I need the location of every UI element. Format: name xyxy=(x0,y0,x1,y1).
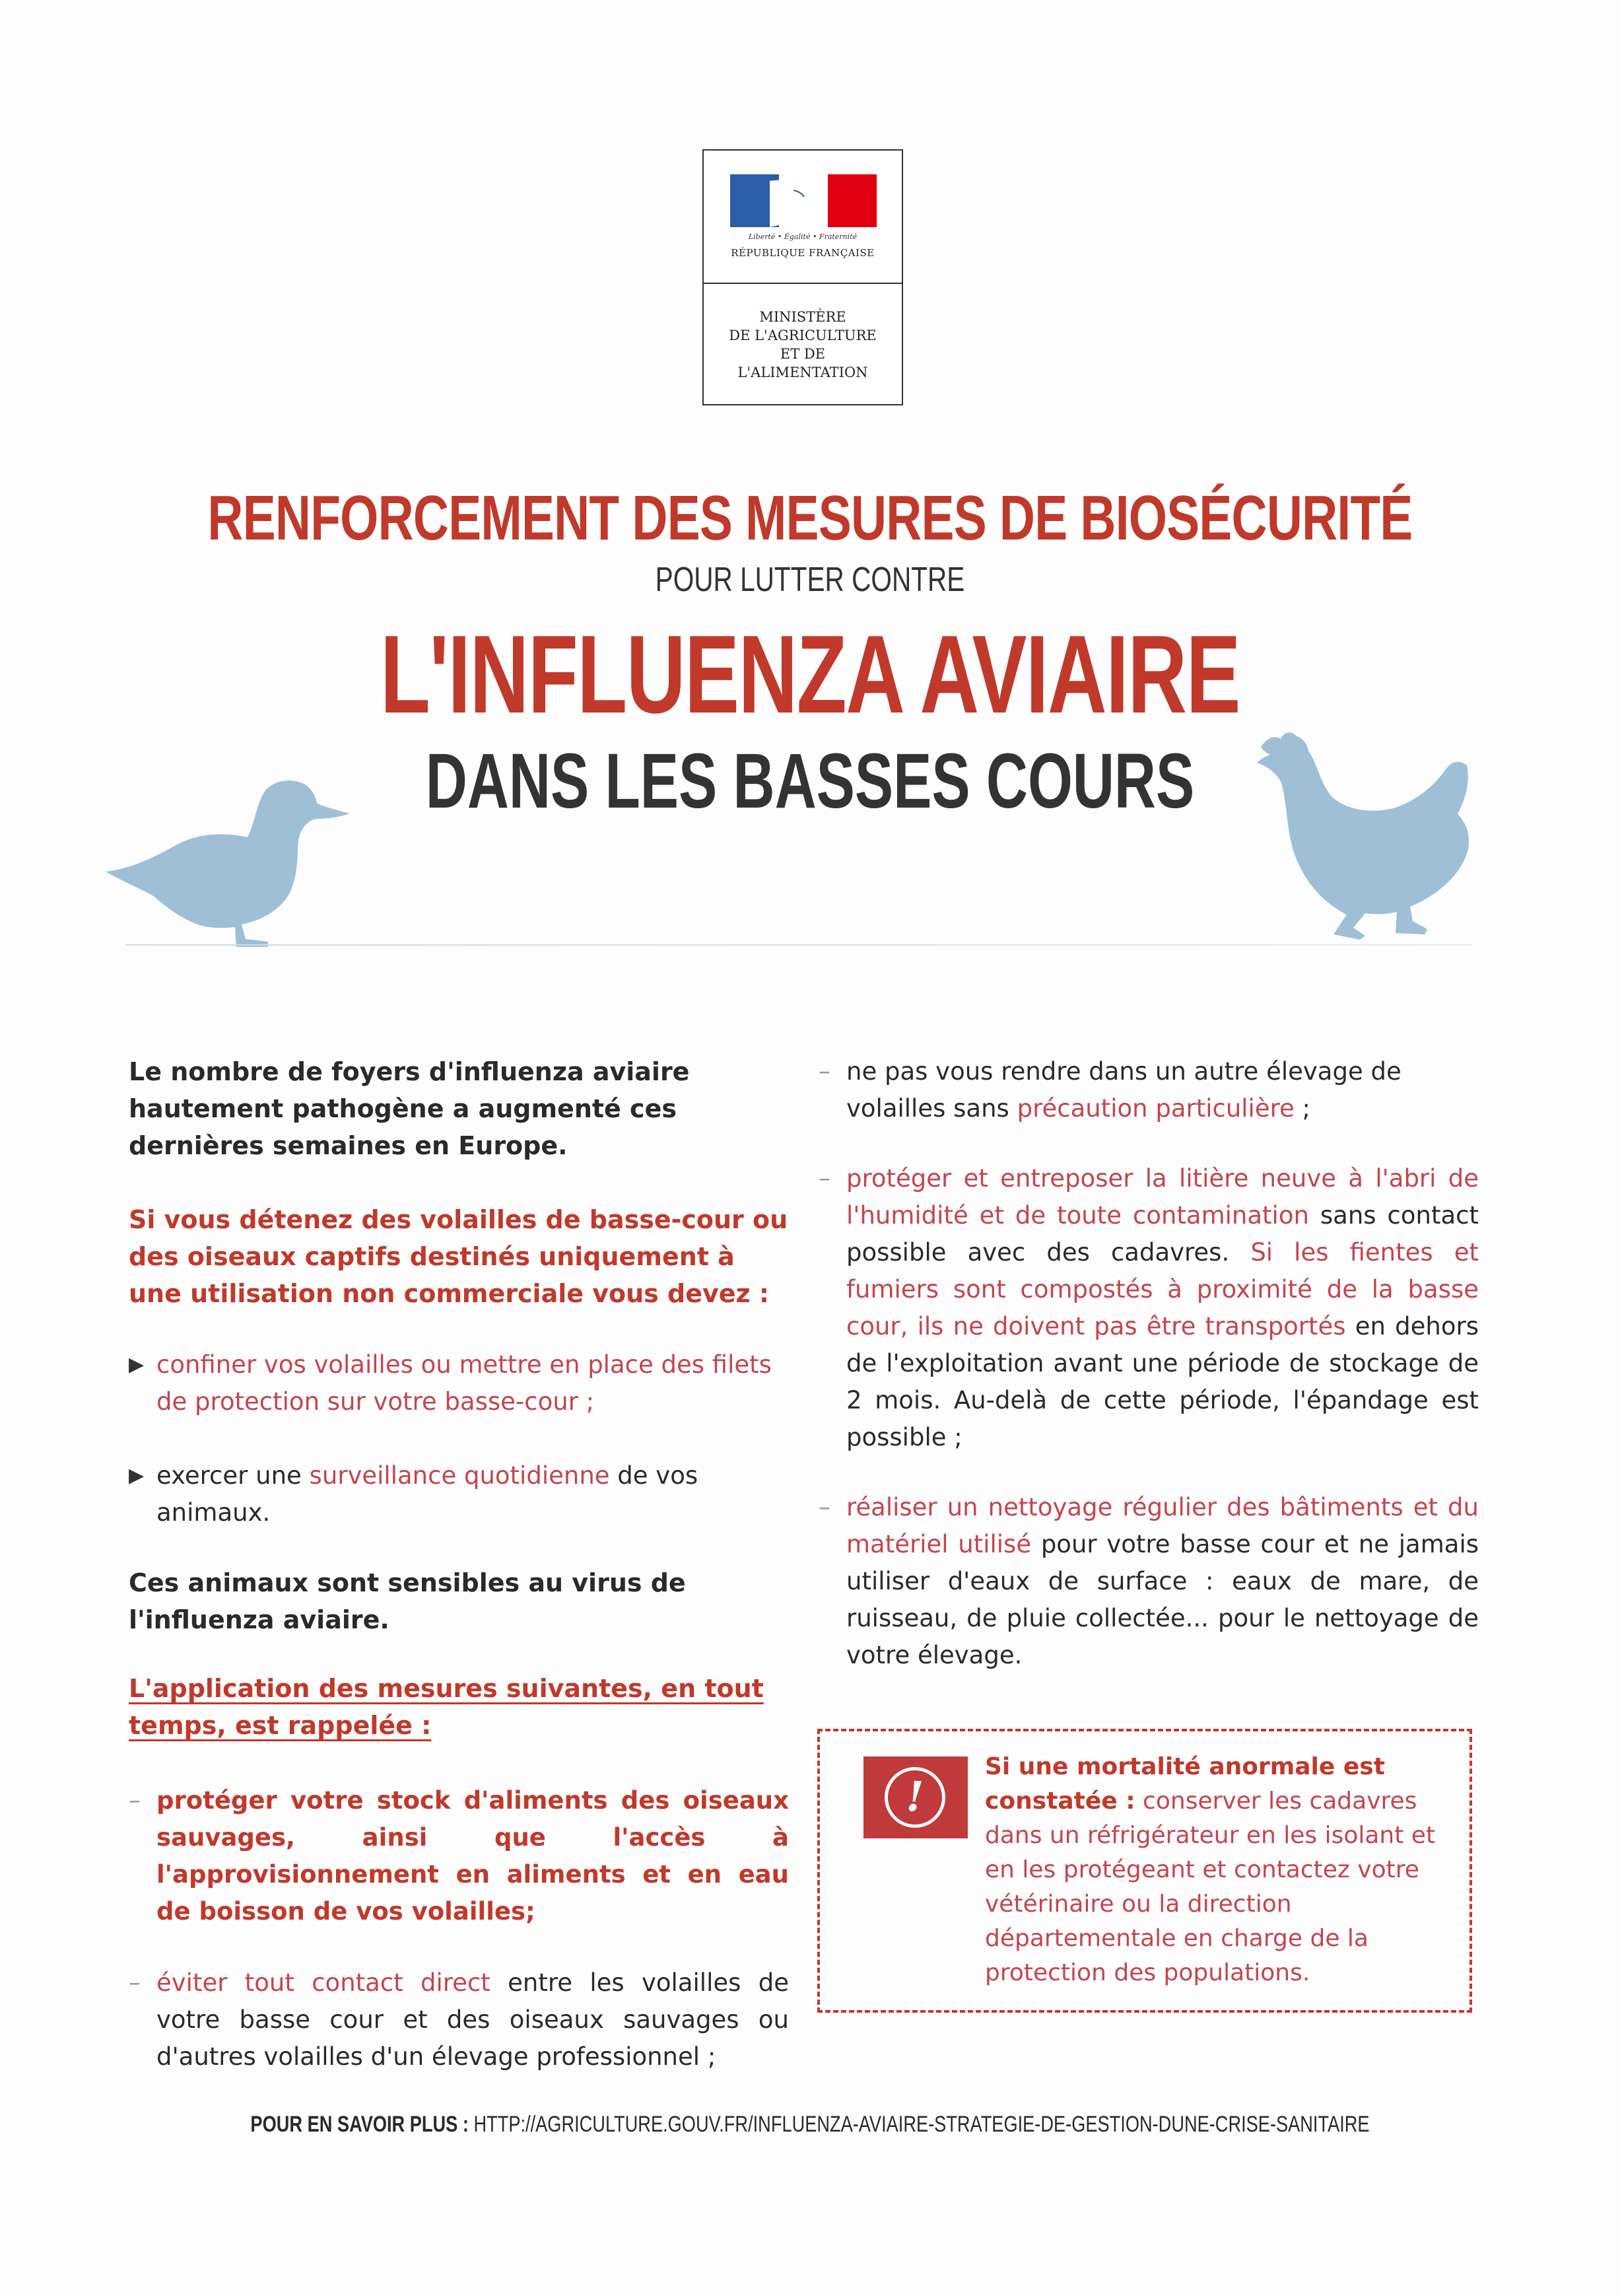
government-logo xyxy=(702,149,903,405)
marianne-logo xyxy=(704,151,902,284)
intro-paragraph: Le nombre de foyers d'influenza aviaire hautement pathogène a augmenté ces dernières semaines en Europe. xyxy=(129,1057,690,1160)
dash-highlight: protéger et entreposer la litière neuve à l'abri de l'humidité et de toute contamination xyxy=(846,1164,1479,1230)
alert-icon-background xyxy=(863,1757,968,1838)
bullet-text: exercer une xyxy=(156,1461,310,1490)
ministry-line: L'ALIMENTATION xyxy=(737,365,868,380)
dash-highlight: précaution particulière xyxy=(1017,1094,1295,1123)
ministry-line: DE L'AGRICULTURE xyxy=(729,328,877,343)
dash-text: entre les volailles de votre basse cour et des oiseaux sauvages ou d'autres volailles d'un élevage professionnel ; xyxy=(156,1968,789,2071)
dash-bullet: – xyxy=(819,1165,830,1192)
list-item xyxy=(819,1160,1479,1456)
list-item xyxy=(819,1489,1479,1674)
triangle-bullet-icon: ▶ xyxy=(129,1353,145,1376)
dash-bullet: – xyxy=(819,1058,830,1085)
dash-text: ne pas vous rendre dans un autre élevage de volailles sans xyxy=(846,1057,1401,1123)
dash-text: sans contact possible avec des cadavres. xyxy=(846,1201,1479,1267)
dash-highlight: éviter tout contact direct xyxy=(156,1968,490,1997)
list-item xyxy=(819,1053,1479,1127)
title-line-3: L'INFLUENZA AVIAIRE xyxy=(380,612,1240,736)
dash-bullet: – xyxy=(819,1494,830,1521)
dash-bullet: – xyxy=(129,1969,141,1996)
bullet-highlight: surveillance quotidienne xyxy=(309,1461,610,1490)
rules-heading: L'application des mesures suivantes, en tout temps, est rappelée : xyxy=(129,1674,764,1740)
sensitivity-paragraph: Ces animaux sont sensibles au virus de l'influenza aviaire. xyxy=(129,1568,686,1634)
ministry-line: ET DE xyxy=(780,346,826,362)
exclamation-icon: ! xyxy=(885,1767,945,1828)
ministry-name xyxy=(704,284,902,382)
hen-icon xyxy=(1254,723,1479,941)
republic-name: RÉPUBLIQUE FRANÇAISE xyxy=(731,247,875,259)
ministry-line: MINISTÈRE xyxy=(759,309,846,325)
list-item xyxy=(129,1782,789,1930)
dash-highlight: réaliser un nettoyage régulier des bâtiments et du matériel utilisé xyxy=(846,1493,1479,1558)
marianne-flag-icon xyxy=(730,174,877,227)
republic-motto: Liberté • Égalité • Fraternité xyxy=(748,232,858,241)
right-column xyxy=(819,1053,1479,1674)
title-line-2: POUR LUTTER CONTRE xyxy=(655,561,965,599)
alert-body: conserver les cadavres dans un réfrigérateur en les isolant et en les protégeant et contactez votre vétérinaire ou la direction départementale en charge de la protection des populations. xyxy=(985,1788,1436,1986)
alert-heading: Si une mortalité anormale est constatée : xyxy=(985,1753,1385,1815)
dash-text: pour votre basse cour et ne jamais utiliser d'eaux de surface : eaux de mare, de ruisseau, de pluie collectée... pour le nettoyage de votre élevage. xyxy=(846,1530,1479,1669)
list-item xyxy=(129,1965,789,2075)
dash-highlight: Si les fientes et fumiers sont compostés à proximité de la basse cour, ils ne doivent pas être transportés xyxy=(846,1238,1479,1340)
title-line-4: DANS LES BASSES COURS xyxy=(425,738,1195,825)
footer-link[interactable]: HTTP://AGRICULTURE.GOUV.FR/INFLUENZA-AVIAIRE-STRATEGIE-DE-GESTION-DUNE-CRISE-SANITAIRE xyxy=(468,2112,1370,2137)
triangle-bullet-icon: ▶ xyxy=(129,1464,145,1487)
bullet-text: de vos animaux. xyxy=(156,1461,698,1527)
list-item xyxy=(129,1457,789,1531)
list-item xyxy=(129,1346,789,1420)
ground-divider xyxy=(125,944,1472,946)
duck-icon xyxy=(106,759,356,951)
alert-text xyxy=(985,1750,1460,1990)
dash-text: protéger votre stock d'aliments des oiseaux sauvages, ainsi que l'accès à l'approvisionnement en aliments et en eau de boisson de vos volailles; xyxy=(156,1786,789,1926)
alert-box xyxy=(817,1729,1472,2013)
bullet-text: confiner vos volailles ou mettre en place des filets de protection sur votre basse-cour ; xyxy=(156,1350,772,1416)
footer-label: POUR EN SAVOIR PLUS : xyxy=(250,2112,469,2137)
left-column xyxy=(129,1053,789,2075)
footer xyxy=(162,2112,1458,2138)
dash-bullet: – xyxy=(129,1787,141,1814)
dash-text: en dehors de l'exploitation avant une période de stockage de 2 mois. Au-delà de cette période, l'épandage est possible ; xyxy=(846,1312,1479,1451)
title-line-1: RENFORCEMENT DES MESURES DE BIOSÉCURITÉ xyxy=(207,483,1413,553)
condition-paragraph: Si vous détenez des volailles de basse-cour ou des oiseaux captifs destinés uniquement à une utilisation non commerciale vous devez : xyxy=(129,1205,788,1308)
dash-text: ; xyxy=(1294,1094,1311,1123)
